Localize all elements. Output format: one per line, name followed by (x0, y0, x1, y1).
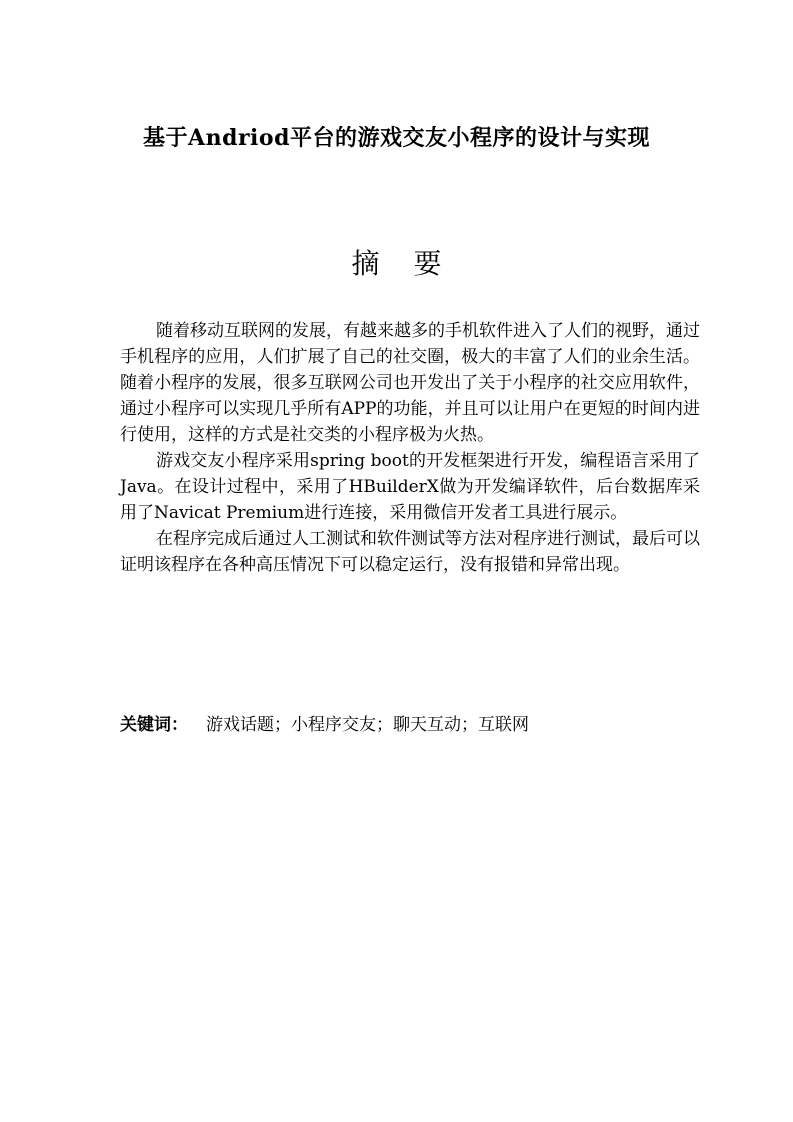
keywords-list: 游戏话题；小程序交友；聊天互动；互联网 (206, 715, 529, 735)
abstract-paragraph-1: 随着移动互联网的发展，有越来越多的手机软件进入了人们的视野，通过手机程序的应用，人们扩展了自己的社交圈，极大的丰富了人们的业余生活。随着小程序的发展，很多互联网公司也开发出了关于小程序的社交应用软件，通过小程序可以实现几乎所有APP的功能，并且可以让用户在更短的时间内进行使用，这样的方式是社交类的小程序极为火热。 (120, 321, 700, 445)
paper-title: 基于Andriod平台的游戏交友小程序的设计与实现 (143, 125, 650, 151)
abstract-paragraph-2: 游戏交友小程序采用spring boot的开发框架进行开发，编程语言采用了Java。在设计过程中，采用了HBuilderX做为开发编译软件，后台数据库采用了Navicat Premium进行连接，采用微信开发者工具进行展示。 (120, 451, 700, 523)
keywords-line (120, 712, 700, 738)
abstract-heading: 摘要 (351, 247, 476, 280)
abstract-paragraph-3: 在程序完成后通过人工测试和软件测试等方法对程序进行测试，最后可以证明该程序在各种高压情况下可以稳定运行，没有报错和异常出现。 (120, 529, 700, 575)
keywords-label: 关键词： (120, 715, 188, 735)
abstract-body (120, 318, 700, 578)
